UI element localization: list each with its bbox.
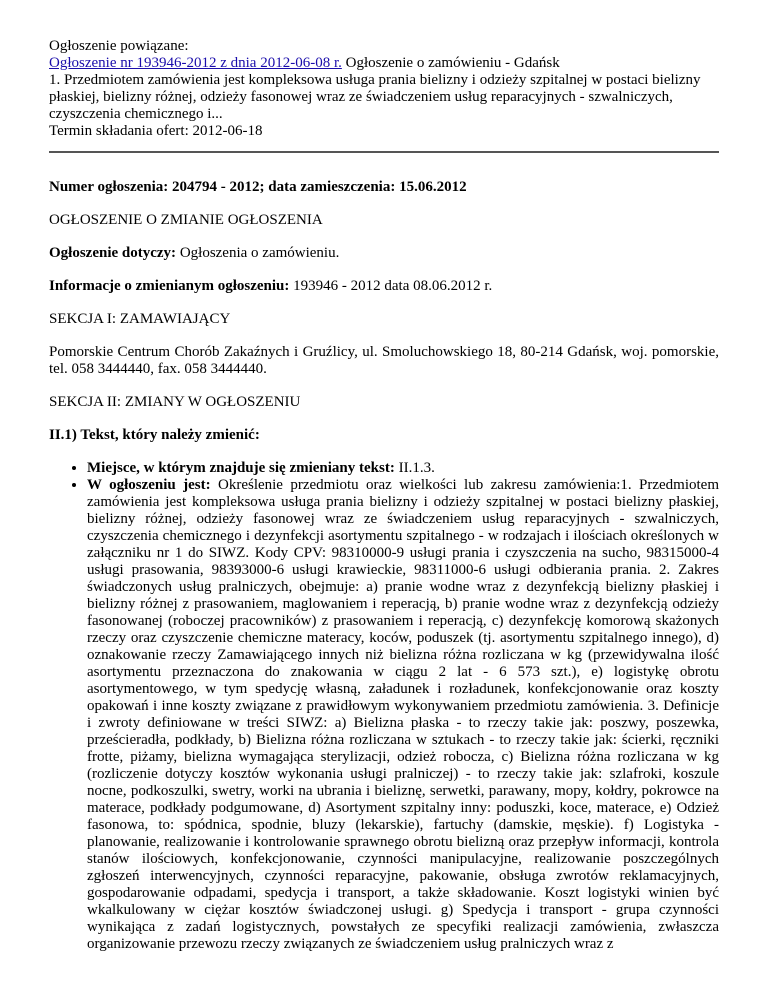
section-2-subtitle: II.1) Tekst, który należy zmienić:: [49, 427, 260, 443]
changed-notice-info-value: 193946 - 2012 data 08.06.2012 r.: [289, 278, 493, 294]
section-1-title: SEKCJA I: ZAMAWIAJĄCY: [49, 311, 231, 327]
related-label: Ogłoszenie powiązane:: [49, 38, 189, 54]
horizontal-divider: [49, 151, 719, 153]
notice-concerns-label: Ogłoszenie dotyczy:: [49, 245, 177, 261]
current-text-label: W ogłoszeniu jest:: [87, 477, 211, 493]
related-summary: 1. Przedmiotem zamówienia jest kompleksowa usługa prania bielizny i odzieży szpitalnej w postaci bielizny płaskiej, bielizny różnej, odzieży fasonowej wraz ze świadczeniem usług reparacyjnych - szwalniczych, czyszczenia chemicznego i...: [49, 72, 701, 122]
current-text-value: Określenie przedmiotu oraz wielkości lub zakresu zamówienia:1. Przedmiotem zamówienia jest kompleksowa usługa prania bielizny i odzieży szpitalnej w postaci bielizny płaskiej, bielizny różnej, odzieży fasonowej wraz ze świadczeniem usług reparacyjnych - szwalniczych, czyszczenia chemicznego i dezynfekcji asortymentu szpitalnego - w rodzajach i ilościach określonych w załączniku nr 1 do SIWZ. Kody CPV: 98310000-9 usługi prania i czyszczenia na sucho, 98315000-4 usługi prasowania, 98393000-6 usługi krawieckie, 98311000-6 usługi odbierania prania. 2. Zakres świadczonych usług pralniczych, obejmuje: a) pranie wodne wraz z dezynfekcją bielizny płaskiej i bielizny różnej z prasowaniem, maglowaniem i reperacją, b) pranie wodne wraz z dezynfekcją odzieży fasonowanej (roboczej pracowników) z prasowaniem i reperacją, c) dezynfekcję komorową skażonych rzeczy oraz czyszczenie chemiczne materacy, koców, poduszek (tj. asortymentu szpitalnego innego), d) oznakowanie rzeczy Zamawiającego innych niż bielizna różna rozliczana w kg (przewidywalna ilość asortymentu przeznaczona do znakowania w ciągu 2 lat - 6 573 szt.), e) logistykę obrotu asortymentowego, w tym spedycję własną, załadunek i rozładunek, konfekcjonowanie oraz koszty opakowań i inne koszty związane z prawidłowym wykonywaniem przedmiotu zamówienia. 3. Definicje i zwroty definiowane w treści SIWZ: a) Bielizna płaska - to rzeczy takie jak: poszwy, poszewka, prześcieradła, podkłady, b) Bielizna różna rozliczana w sztukach - to rzeczy takie jak: ścierki, ręczniki frotte, piżamy, bielizna wymagająca sterylizacji, odzież robocza, c) Bielizna różna rozliczana w kg (rozliczenie dotyczy kosztów wykonania usługi pralniczej) - to rzeczy takie jak: szlafroki, koszule nocne, podkoszulki, swetry, worki na ubrania i bieliznę, serwetki, parawany, mopy, kołdry, pokrowce na materace, podkłady podgumowane, d) Asortyment szpitalny inny: poduszki, koce, materace, e) Odzież fasonowa, to: spódnica, spodnie, bluzy (lekarskie), fartuchy (damskie, męskie). f) Logistyka - planowanie, realizowanie i kontrolowanie sprawnego obrotu bielizną oraz przepływ informacji, kontrola stanów ilościowych, konfekcjonowanie, czynności manipulacyjne, realizowanie poszczególnych zgłoszeń interwencyjnych, czynności reparacyjne, pakowanie, obsługa zwrotów reklamacyjnych, gospodarowanie odpadami, spedycja i transport, a także składowanie. Koszt logistyki winien być wkalkulowany w ciężar kosztów świadczonej usługi. g) Spedycja i transport - grupa czynności wynikająca z zadań logistycznych, powstałych ze specyfiki realizacji zamówienia, zwłaszcza organizowanie przewozu rzeczy związanych ze świadczeniem usług pralniczych wraz z: [87, 477, 719, 952]
notice-concerns: [49, 245, 719, 262]
changed-notice-info: [49, 278, 719, 295]
notice-number: Numer ogłoszenia: 204794 - 2012; data zamieszczenia: 15.06.2012: [49, 179, 467, 195]
related-notice-location: Ogłoszenie o zamówieniu - Gdańsk: [341, 55, 560, 71]
list-item-current-text: [87, 477, 719, 953]
notice-type: OGŁOSZENIE O ZMIANIE OGŁOSZENIA: [49, 212, 323, 228]
related-link-line: [49, 55, 719, 72]
place-label: Miejsce, w którym znajduje się zmieniany tekst:: [87, 460, 395, 476]
section-2-title: SEKCJA II: ZMIANY W OGŁOSZENIU: [49, 394, 301, 410]
list-item-place: [87, 460, 719, 477]
related-notice-link[interactable]: Ogłoszenie nr 193946-2012 z dnia 2012-06-08 r.: [49, 55, 342, 71]
changes-list: [49, 460, 719, 953]
notice-concerns-value: Ogłoszenia o zamówieniu.: [176, 245, 340, 261]
related-notice-block: [49, 38, 719, 140]
offer-deadline: Termin składania ofert: 2012-06-18: [49, 123, 263, 139]
changed-notice-info-label: Informacje o zmienianym ogłoszeniu:: [49, 278, 290, 294]
contracting-authority: Pomorskie Centrum Chorób Zakaźnych i Gruźlicy, ul. Smoluchowskiego 18, 80-214 Gdańsk, woj. pomorskie, tel. 058 3444440, fax. 058 3444440.: [49, 344, 719, 377]
place-value: II.1.3.: [394, 460, 435, 476]
